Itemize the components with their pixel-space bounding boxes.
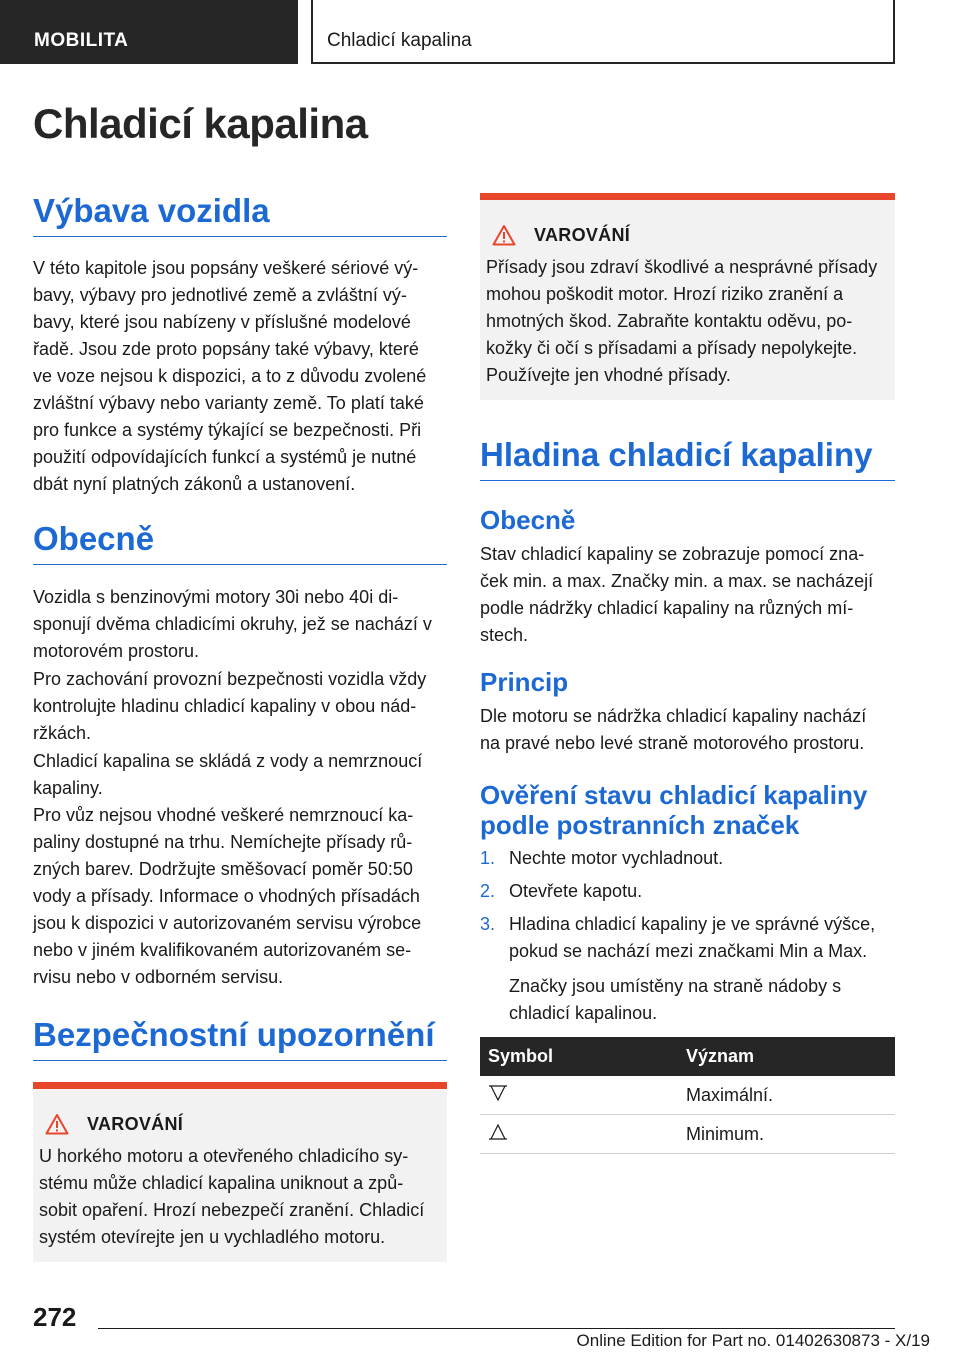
edition-text: Online Edition for Part no. 01402630873 - X/19 xyxy=(576,1331,930,1350)
chapter-tab: Chladicí kapalina xyxy=(311,0,895,64)
symbol-cell xyxy=(480,1115,678,1154)
warning-triangle-icon xyxy=(45,1113,69,1135)
section-tab: MOBILITA xyxy=(0,0,298,64)
column-header-symbol: Symbol xyxy=(480,1037,678,1076)
warning-text: Přísady jsou zdraví škodlivé a nesprávné přísady mohou poškodit motor. Hrozí riziko zranění a hmotných škod. Zabraňte kontaktu oděvu, po‐ kožky či očí s přísadami a přísady nepolykejte. Používejte jen vhodné přísady. xyxy=(486,257,878,385)
min-level-icon xyxy=(488,1122,508,1142)
table-header-row xyxy=(480,1037,895,1076)
heading-princip: Princip xyxy=(480,667,569,697)
page-header xyxy=(0,0,960,66)
warning-header xyxy=(486,220,889,250)
symbol-table xyxy=(480,1037,895,1154)
table-row xyxy=(480,1076,895,1115)
vybava-text: V této kapitole jsou popsány veškeré sériové vý‐ bavy, výbavy pro jednotlivé země a zvláštní vý‐ bavy, které jsou nabízeny v příslušné modelové řadě. Jsou zde proto popsány také výbavy, které ve voze nejsou k dispozici, a to z důvodu zvolené zvláštní výbavy nebo varianty země. To platí také pro funkce a systémy týkající se bezpečnosti. Při použití odpovídajících funkcí a systémů je nutné dbát nyní platných zákonů a ustanovení. xyxy=(33,258,427,494)
max-level-icon xyxy=(488,1083,508,1103)
table-row xyxy=(480,1115,895,1154)
steps-list xyxy=(480,845,895,1033)
symbol-cell xyxy=(480,1076,678,1115)
list-item: 1. Nechte motor vychladnout. xyxy=(480,848,724,868)
heading-overeni: Ověření stavu chladicí kapaliny podle postranních značek xyxy=(480,780,868,840)
list-item: 3. Hladina chladicí kapaliny je ve správné výšce, pokud se nachází mezi značkami Min a Max. Značky jsou umístěny na straně nádoby s chladicí kapalinou. xyxy=(480,911,895,1027)
obecne-paragraph-2: Pro zachování provozní bezpečnosti vozidla vždy kontrolujte hladinu chladicí kapaliny v obou nád‐ ržkách. xyxy=(33,669,427,743)
meaning-cell: Minimum. xyxy=(678,1115,895,1154)
warning-title: VAROVÁNÍ xyxy=(534,224,631,245)
meaning-cell: Maximální. xyxy=(678,1076,895,1115)
list-item: 2. Otevřete kapotu. xyxy=(480,881,643,901)
warning-box-right xyxy=(480,193,895,400)
heading-bezpecnost: Bezpečnostní upozornění xyxy=(33,1016,447,1061)
warning-header xyxy=(39,1109,441,1139)
heading-obecne-sub: Obecně xyxy=(480,505,576,535)
page-footer xyxy=(0,1290,960,1362)
page-number: 272 xyxy=(33,1302,77,1332)
page-title: Chladicí kapalina xyxy=(33,100,368,147)
heading-hladina: Hladina chladicí kapaliny xyxy=(480,436,895,481)
step-note: Značky jsou umístěny na straně nádoby s chladicí kapalinou. xyxy=(509,976,842,1023)
warning-triangle-icon xyxy=(492,224,516,246)
warning-title: VAROVÁNÍ xyxy=(87,1113,184,1134)
warning-box-left xyxy=(33,1082,447,1262)
footer-divider xyxy=(98,1328,895,1329)
obecne-paragraph-1: Vozidla s benzinovými motory 30i nebo 40i di‐ sponují dvěma chladicími okruhy, jež se nachází v motorovém prostoru. xyxy=(33,587,432,661)
heading-vybava: Výbava vozidla xyxy=(33,192,447,237)
heading-obecne: Obecně xyxy=(33,520,447,565)
princip-text: Dle motoru se nádržka chladicí kapaliny nachází na pravé nebo levé straně motorového prostoru. xyxy=(480,706,867,753)
hladina-obecne-text: Stav chladicí kapaliny se zobrazuje pomocí zna‐ ček min. a max. Značky min. a max. se nacházejí podle nádržky chladicí kapaliny na různých mí‐ stech. xyxy=(480,544,874,645)
warning-text: U horkého motoru a otevřeného chladicího sy‐ stému může chladicí kapalina uniknout a způ‐ sobit opaření. Hrozí nebezpečí zranění. Chladicí systém otevírejte jen u vychladlého motoru. xyxy=(39,1146,425,1247)
obecne-paragraph-4: Pro vůz nejsou vhodné veškeré nemrznoucí ka‐ paliny dostupné na trhu. Nemíchejte přísady rů‐ zných barev. Dodržujte směšovací poměr 50:50 vody a přísady. Informace o vhodných přísadách jsou k dispozici v autorizovaném servisu výrobce nebo v jiném kvalifikovaném autorizovaném se‐ rvisu nebo v odborném servisu. xyxy=(33,805,422,987)
obecne-paragraph-3: Chladicí kapalina se skládá z vody a nemrznoucí kapaliny. xyxy=(33,751,423,798)
column-header-meaning: Význam xyxy=(678,1037,895,1076)
